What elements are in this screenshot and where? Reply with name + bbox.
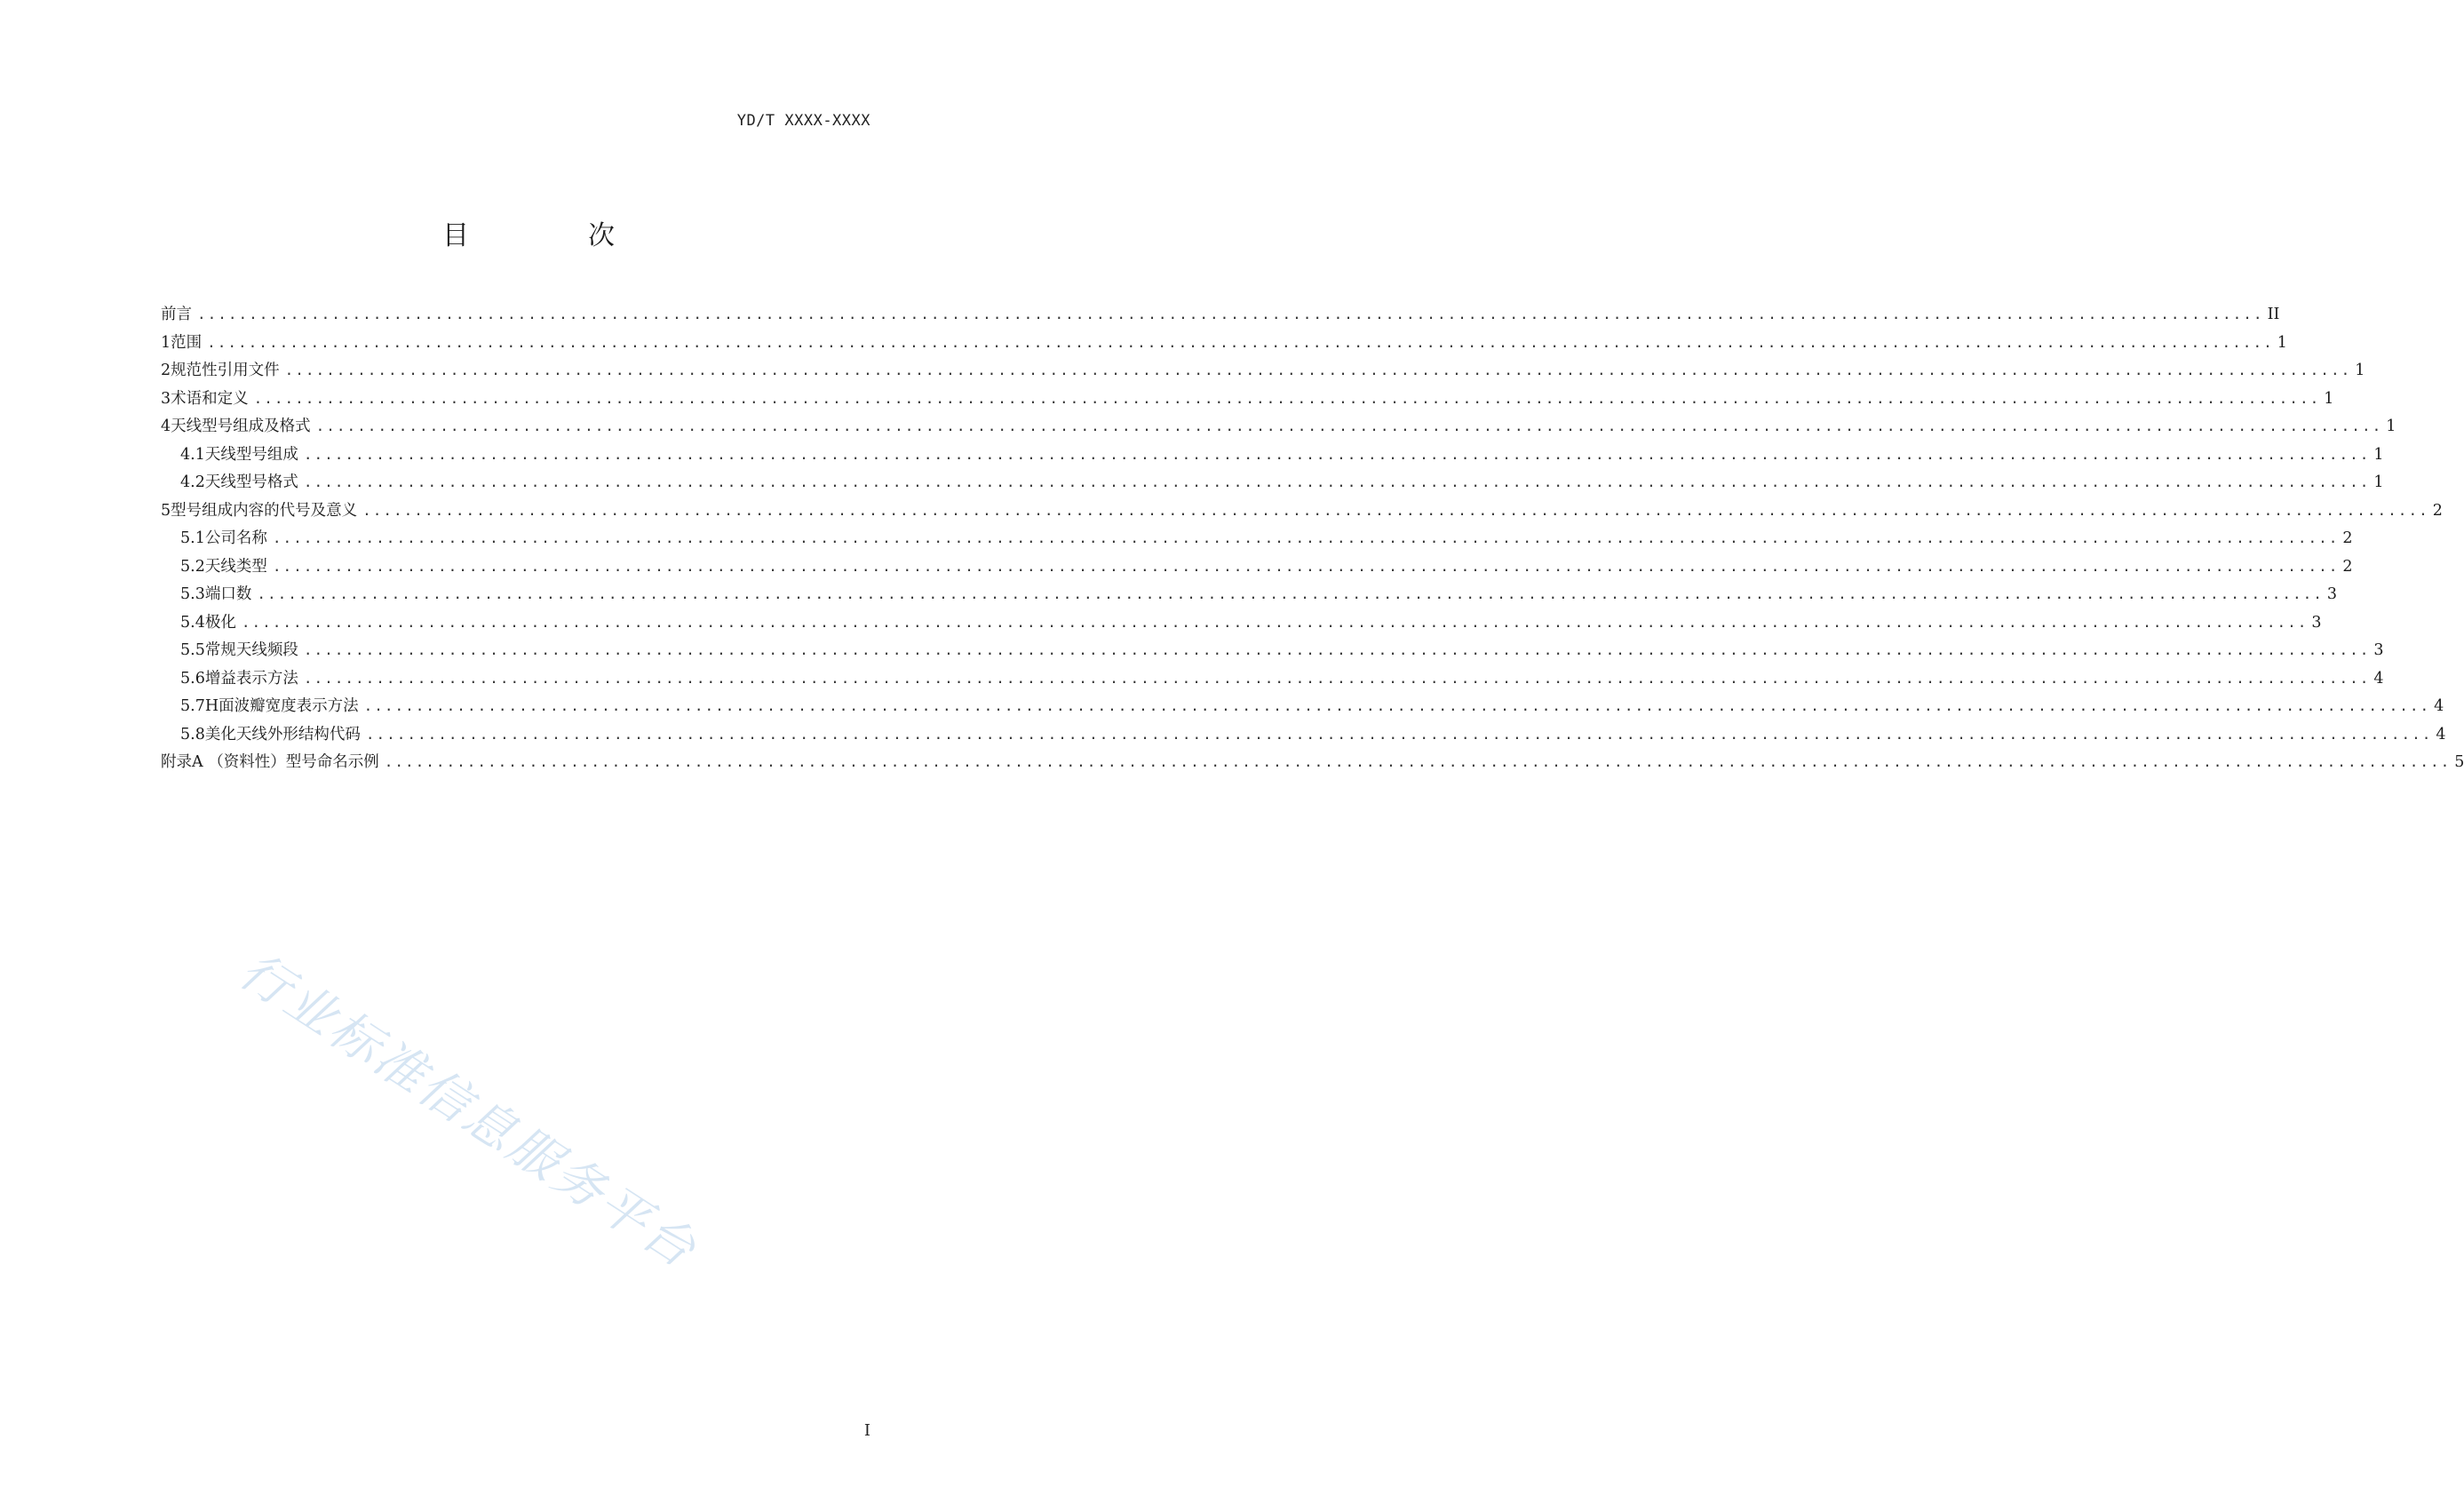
toc-entry-label: 天线型号组成 (204, 445, 298, 464)
toc-entry[interactable] (161, 497, 2443, 525)
toc-entry-page: 1 (2277, 333, 2287, 352)
toc-entry[interactable] (161, 412, 2396, 441)
toc-entry-label: 美化天线外形结构代码 (204, 725, 361, 744)
toc-entry-number: 4.1 (180, 445, 205, 464)
toc-dot-leader: ........................................................................................................................................................................................................ (303, 445, 2371, 463)
toc-entry-label: 天线型号组成及格式 (171, 417, 311, 435)
toc-entry-label: 前言 (161, 306, 192, 323)
toc-dot-leader: ........................................................................................................................................................................................................ (284, 362, 2352, 378)
watermark: 行业标准信息服务平台 (229, 942, 708, 1281)
toc-entry-number: 5.8 (180, 725, 205, 744)
toc-entry[interactable] (161, 385, 2334, 413)
toc-entry[interactable] (161, 664, 2384, 693)
toc-entry-label: H面波瓣宽度表示方法 (204, 697, 359, 715)
toc-entry-number: 5.2 (180, 557, 205, 576)
toc-entry[interactable] (161, 553, 2353, 581)
toc-entry-label: 端口数 (204, 585, 252, 603)
table-of-contents (161, 300, 2464, 776)
page-title: 目 次 (442, 220, 661, 251)
toc-dot-leader: ........................................................................................................................................................................................................ (207, 333, 2274, 351)
toc-entry-page: 5 (2454, 753, 2464, 771)
toc-entry-number: 5 (161, 501, 171, 520)
toc-entry-label: 常规天线频段 (204, 641, 298, 659)
standard-code: YD/T XXXX-XXXX (736, 112, 870, 130)
toc-entry-label: 附录A （资料性）型号命名示例 (161, 753, 379, 771)
toc-dot-leader: ........................................................................................................................................................................................................ (365, 725, 2433, 743)
toc-entry-number: 5.4 (180, 613, 205, 632)
toc-entry-page: 4 (2436, 725, 2446, 744)
toc-entry-page: 3 (2373, 641, 2384, 659)
toc-entry-page: 1 (2373, 445, 2384, 464)
toc-entry-number: 5.7 (180, 697, 205, 715)
toc-entry-page: II (2267, 306, 2280, 323)
toc-entry-number: 2 (161, 362, 171, 379)
toc-entry-number: 4.2 (180, 473, 205, 491)
toc-entry-page: 4 (2434, 697, 2444, 715)
toc-dot-leader: ........................................................................................................................................................................................................ (241, 613, 2309, 631)
toc-entry-number: 3 (161, 389, 171, 408)
toc-entry[interactable] (161, 636, 2384, 664)
toc-entry-page: 2 (2432, 501, 2443, 520)
toc-entry-label: 天线类型 (204, 557, 267, 576)
toc-entry-number: 5.1 (180, 529, 205, 547)
toc-dot-leader: ........................................................................................................................................................................................................ (315, 417, 2383, 434)
toc-entry-number: 4 (161, 417, 171, 435)
toc-entry-label: 规范性引用文件 (171, 362, 280, 379)
toc-entry[interactable] (161, 608, 2322, 637)
toc-entry[interactable] (161, 468, 2384, 497)
toc-dot-leader: ........................................................................................................................................................................................................ (384, 753, 2452, 770)
toc-entry[interactable] (161, 720, 2446, 749)
toc-dot-leader: ........................................................................................................................................................................................................ (253, 389, 2321, 407)
toc-entry-label: 增益表示方法 (204, 669, 298, 688)
toc-entry-page: 1 (2324, 389, 2334, 408)
toc-dot-leader: ........................................................................................................................................................................................................ (363, 697, 2431, 714)
toc-entry-label: 范围 (171, 333, 203, 352)
toc-entry-label: 公司名称 (204, 529, 267, 547)
toc-entry[interactable] (161, 524, 2353, 553)
toc-entry-page: 3 (2326, 585, 2338, 603)
toc-entry-label: 型号组成内容的代号及意义 (171, 501, 358, 520)
toc-dot-leader: ........................................................................................................................................................................................................ (257, 585, 2324, 602)
toc-entry-page: 1 (2373, 473, 2384, 491)
toc-entry[interactable] (161, 300, 2280, 329)
toc-dot-leader: ........................................................................................................................................................................................................ (303, 669, 2371, 687)
toc-dot-leader: ........................................................................................................................................................................................................ (272, 557, 2340, 575)
toc-entry-label: 天线型号格式 (204, 473, 298, 491)
toc-entry-number: 5.5 (180, 641, 205, 659)
page-number: I (863, 1421, 870, 1440)
toc-dot-leader: ........................................................................................................................................................................................................ (197, 306, 2264, 322)
toc-entry[interactable] (161, 356, 2365, 385)
toc-entry[interactable] (161, 441, 2384, 469)
toc-entry[interactable] (161, 692, 2444, 720)
toc-entry-page: 3 (2311, 613, 2322, 632)
toc-dot-leader: ........................................................................................................................................................................................................ (303, 473, 2371, 490)
toc-entry-number: 5.6 (180, 669, 205, 688)
toc-entry-number: 1 (161, 333, 171, 352)
toc-entry[interactable] (161, 329, 2287, 357)
toc-entry-page: 1 (2386, 417, 2396, 435)
toc-dot-leader: ........................................................................................................................................................................................................ (362, 501, 2429, 519)
toc-entry[interactable] (161, 748, 2464, 776)
toc-entry-label: 术语和定义 (171, 389, 249, 408)
toc-entry-label: 极化 (204, 613, 236, 632)
toc-entry-page: 4 (2373, 669, 2384, 688)
toc-entry[interactable] (161, 580, 2338, 608)
toc-entry-page: 2 (2342, 529, 2353, 547)
toc-entry-number: 5.3 (180, 585, 205, 603)
toc-dot-leader: ........................................................................................................................................................................................................ (272, 529, 2340, 546)
toc-entry-page: 1 (2355, 362, 2365, 379)
toc-entry-page: 2 (2342, 557, 2353, 576)
toc-dot-leader: ........................................................................................................................................................................................................ (303, 641, 2371, 658)
